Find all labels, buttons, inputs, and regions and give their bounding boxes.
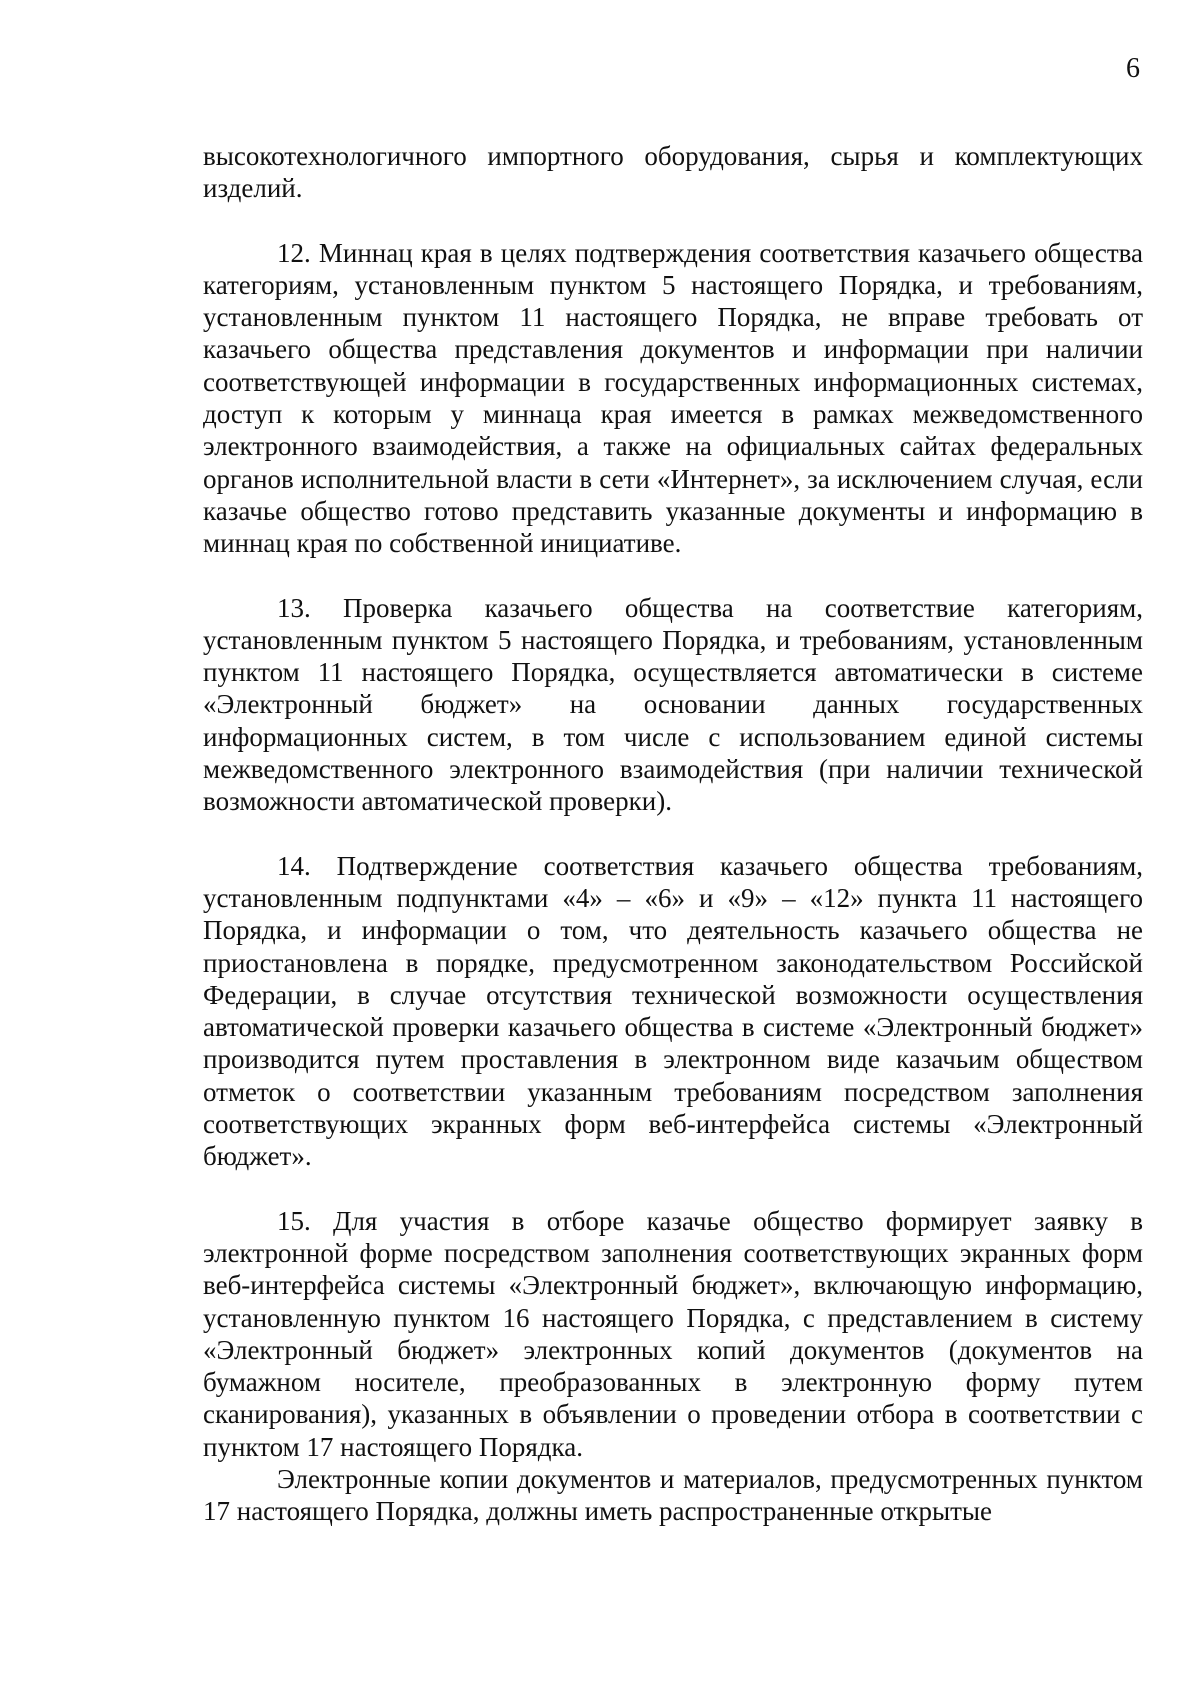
paragraph-item-12: 12. Миннац края в целях подтверждения соответствия казачьего общества категориям, установленным пунктом 5 настоящего Порядка, и требованиям, установленным пунктом 11 настоящего Порядка, не вправе требовать от казачьего общества представления документов и информации при наличии соответствующей информации в государственных информационных системах, доступ к которым у миннаца края имеется в рамках межведомственного электронного взаимодействия, а также на официальных сайтах федеральных органов исполнительной власти в сети «Интернет», за исключением случая, если казачье общество готово представить указанные документы и информацию в миннац края по собственной инициативе. bbox=[203, 237, 1143, 559]
paragraph-continuation: высокотехнологичного импортного оборудования, сырья и комплектующих изделий. bbox=[203, 141, 1143, 204]
paragraph-item-13: 13. Проверка казачьего общества на соответствие категориям, установленным пунктом 5 настоящего Порядка, и требованиям, установленным пунктом 11 настоящего Порядка, осуществляется автоматически в системе «Электронный бюджет» на основании данных государственных информационных систем, в том числе с использованием единой системы межведомственного электронного взаимодействия (при наличии технической возможности автоматической проверки). bbox=[203, 592, 1143, 817]
document-body bbox=[203, 140, 1143, 1528]
paragraph-item-14: 14. Подтверждение соответствия казачьего общества требованиям, установленным подпунктами «4» – «6» и «9» – «12» пункта 11 настоящего Порядка, и информации о том, что деятельность казачьего общества не приостановлена в порядке, предусмотренном законодательством Российской Федерации, в случае отсутствия технической возможности осуществления автоматической проверки казачьего общества в системе «Электронный бюджет» производится путем проставления в электронном виде казачьим обществом отметок о соответствии указанным требованиям посредством заполнения соответствующих экранных форм веб-интерфейса системы «Электронный бюджет». bbox=[203, 850, 1143, 1172]
paragraph-electronic-copies: Электронные копии документов и материалов, предусмотренных пунктом 17 настоящего Порядка, должны иметь распространенные открытые bbox=[203, 1463, 1143, 1527]
page-number: 6 bbox=[1126, 53, 1140, 84]
paragraph-item-15: 15. Для участия в отборе казачье общество формирует заявку в электронной форме посредством заполнения соответствующих экранных форм веб-интерфейса системы «Электронный бюджет», включающую информацию, установленную пунктом 16 настоящего Порядка, с представлением в систему «Электронный бюджет» электронных копий документов (документов на бумажном носителе, преобразованных в электронную форму путем сканирования), указанных в объявлении о проведении отбора в соответствии с пунктом 17 настоящего Порядка. bbox=[203, 1205, 1143, 1462]
